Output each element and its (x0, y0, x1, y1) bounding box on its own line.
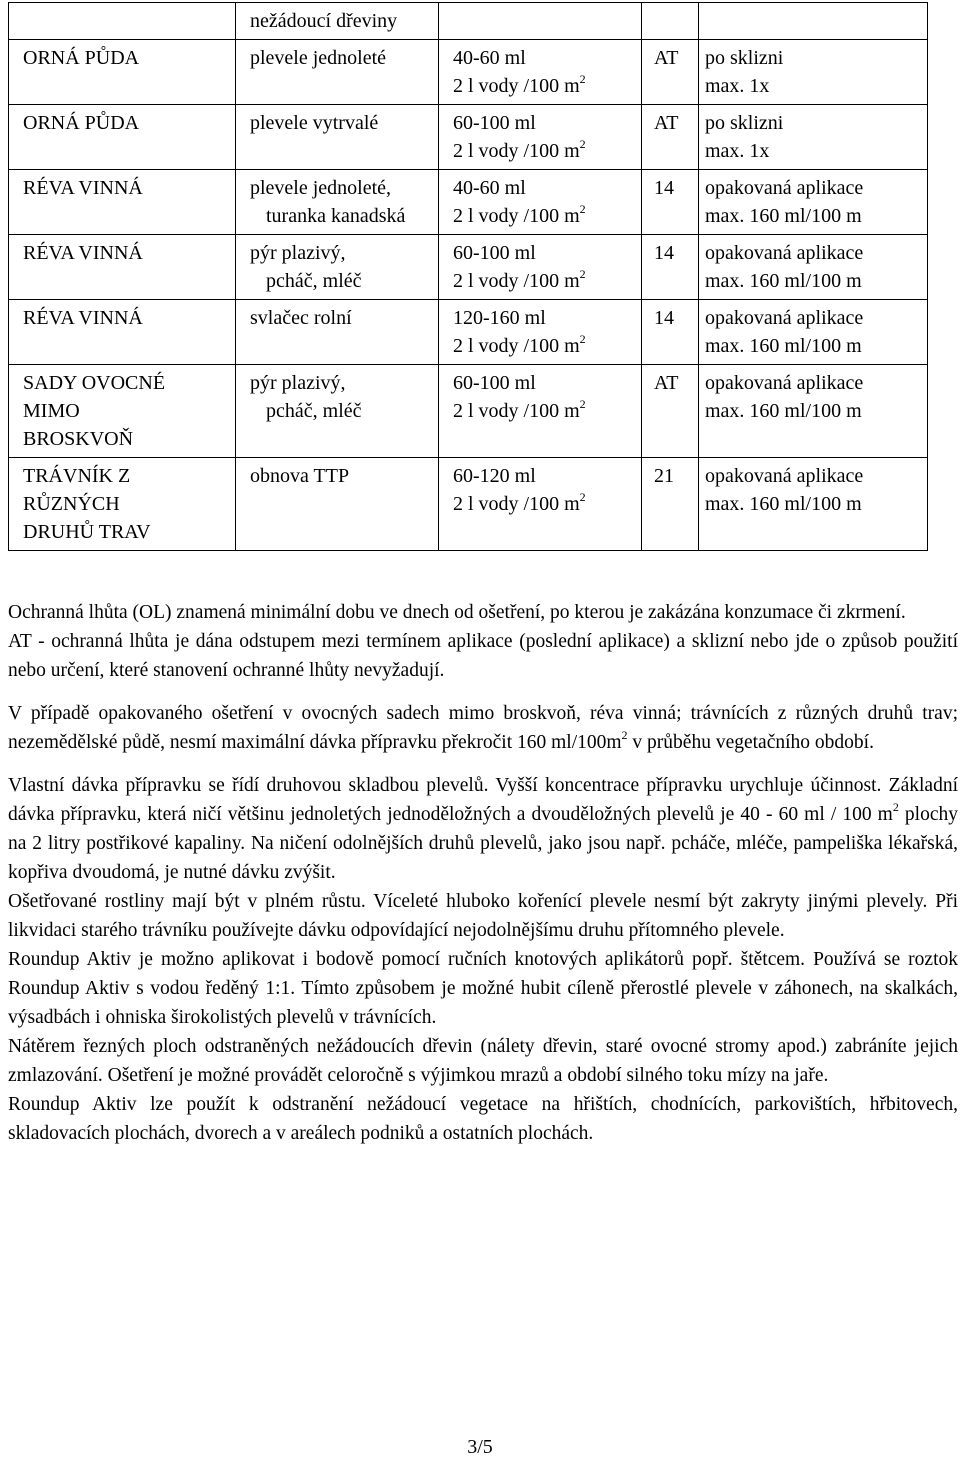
dose-cell: 40-60 ml 2 l vody /100 $m^2$ (439, 170, 642, 235)
table-row (9, 105, 928, 170)
application-table (8, 2, 928, 551)
note-plant-growth: Ošetřované rostliny mají být v plném růstu. Víceleté hluboko kořenící plevele nesmí být zakryty jinými plevely. Při likvidaci starého trávníku používejte dávku odpovídající nejodolnějšímu druhu přítomného plevele. (8, 891, 958, 941)
dose-cell (439, 3, 642, 40)
dose-cell: 60-100 ml 2 l vody /100 $m^2$ (439, 105, 642, 170)
crop-cell: SADY OVOCNÉ MIMO BROSKVOŇ (9, 365, 236, 458)
crop-cell: RÉVA VINNÁ (9, 170, 236, 235)
dose-cell: 60-100 ml 2 l vody /100 $m^2$ (439, 235, 642, 300)
notes-section (8, 598, 958, 1148)
crop-cell: ORNÁ PŮDA (9, 105, 236, 170)
table-row (9, 170, 928, 235)
notes-cell: po sklizni max. 1x (699, 105, 928, 170)
table-row (9, 365, 928, 458)
target-cell: plevele jednoleté (236, 40, 439, 105)
note-stump-treatment: Nátěrem řezných ploch odstraněných nežádoucích dřevin (nálety dřevin, staré ovocné stromy apod.) zabráníte jejich zmlazování. Ošetření je možné provádět celoročně s výjimkou mrazů a období silného toku mízy na jaře. (8, 1036, 958, 1086)
notes-cell: opakovaná aplikace max. 160 ml/100 m (699, 300, 928, 365)
crop-cell: ORNÁ PŮDA (9, 40, 236, 105)
interval-cell: 14 (642, 235, 699, 300)
target-cell: svlačec rolní (236, 300, 439, 365)
target-cell: pýr plazivý, pcháč, mléč (236, 365, 439, 458)
target-cell: pýr plazivý, pcháč, mléč (236, 235, 439, 300)
target-cell: plevele jednoleté, turanka kanadská (236, 170, 439, 235)
crop-cell: RÉVA VINNÁ (9, 235, 236, 300)
table-row (9, 40, 928, 105)
notes-cell: opakovaná aplikace max. 160 ml/100 m (699, 458, 928, 551)
note-max-dose: V případě opakovaného ošetření v ovocných sadech mimo broskvoň, réva vinná; trávnících z různých druhů trav; nezemědělské půdě, nesmí maximální dávka přípravku překročit 160 $ml/100m^2$ v průběhu vegetačního období. (8, 703, 958, 753)
target-cell: obnova TTP (236, 458, 439, 551)
interval-cell: AT (642, 105, 699, 170)
interval-cell: AT (642, 40, 699, 105)
interval-cell: 14 (642, 170, 699, 235)
dose-cell: 60-100 ml 2 l vody /100 $m^2$ (439, 365, 642, 458)
table-row (9, 300, 928, 365)
target-cell: nežádoucí dřeviny (236, 3, 439, 40)
note-non-crop-use: Roundup Aktiv lze použít k odstranění nežádoucí vegetace na hřištích, chodnících, parkovištích, hřbitovech, skladovacích plochách, dvorech a v areálech podniků a ostatních plochách. (8, 1094, 958, 1144)
application-table-body (9, 3, 928, 551)
crop-cell (9, 3, 236, 40)
notes-cell: opakovaná aplikace max. 160 ml/100 m (699, 235, 928, 300)
dose-cell: 60-120 ml 2 l vody /100 $m^2$ (439, 458, 642, 551)
interval-cell: AT (642, 365, 699, 458)
note-spot-application: Roundup Aktiv je možno aplikovat i bodově pomocí ručních knotových aplikátorů popř. štětcem. Používá se roztok Roundup Aktiv s vodou ředěný 1:1. Tímto způsobem je možné hubit cíleně přerostlé plevele v záhonech, na skalkách, výsadbách i ohniska širokolistých plevelů v trávnících. (8, 949, 958, 1028)
interval-cell: 21 (642, 458, 699, 551)
table-row (9, 458, 928, 551)
note-dose-guidance: Vlastní dávka přípravku se řídí druhovou skladbou plevelů. Vyšší koncentrace přípravku urychluje účinnost. Základní dávka přípravku, která ničí většinu jednoletých jednoděložných a dvouděložných plevelů je 40 - 60 ml / 100 $m^2$ plochy na 2 litry postřikové kapaliny. Na ničení odolnějších druhů plevelů, jako jsou např. pcháče, mléče, pampeliška lékařská, kopřiva dvoudomá, je nutné dávku zvýšit. (8, 775, 958, 883)
target-cell: plevele vytrvalé (236, 105, 439, 170)
note-protection-period: Ochranná lhůta (OL) znamená minimální dobu ve dnech od ošetření, po kterou je zakázána konzumace či zkrmení. (8, 602, 906, 623)
dose-cell: 120-160 ml 2 l vody /100 $m^2$ (439, 300, 642, 365)
notes-cell (699, 3, 928, 40)
interval-cell (642, 3, 699, 40)
page-number: 3/5 (467, 1436, 493, 1458)
table-row (9, 235, 928, 300)
notes-cell: opakovaná aplikace max. 160 ml/100 m (699, 365, 928, 458)
interval-cell: 14 (642, 300, 699, 365)
crop-cell: RÉVA VINNÁ (9, 300, 236, 365)
notes-cell: opakovaná aplikace max. 160 ml/100 m (699, 170, 928, 235)
dose-cell: 40-60 ml 2 l vody /100 $m^2$ (439, 40, 642, 105)
table-row (9, 3, 928, 40)
notes-cell: po sklizni max. 1x (699, 40, 928, 105)
crop-cell: TRÁVNÍK Z RŮZNÝCH DRUHŮ TRAV (9, 458, 236, 551)
note-at-definition: AT - ochranná lhůta je dána odstupem mezi termínem aplikace (poslední aplikace) a sklizní nebo jde o způsob použití nebo určení, které stanovení ochranné lhůty nevyžadují. (8, 631, 958, 681)
